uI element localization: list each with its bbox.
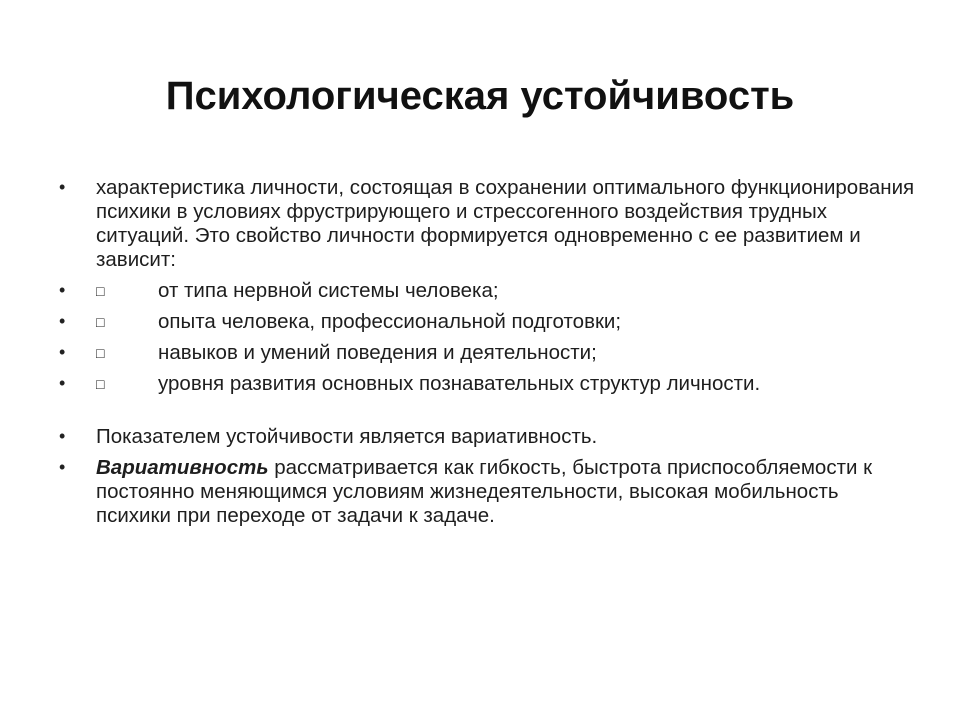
bullet-item-factor-3 (58, 341, 918, 365)
bullet-icon: • (59, 342, 66, 362)
bullet-item-factor-1 (58, 279, 918, 303)
bullet-icon: • (59, 177, 66, 197)
factor-text: от типа нервной системы человека; (158, 279, 499, 302)
slide-title: Психологическая устойчивость (165, 74, 795, 118)
slide-content (58, 176, 918, 535)
bullet-item-factor-4 (58, 372, 918, 396)
bullet-icon: • (59, 280, 66, 300)
bullet-item-variability (58, 456, 918, 528)
definition-text: характеристика личности, состоящая в сохранении оптимального функционирования психики в условиях фрустрирующего и стрессогенного воздействия трудных ситуаций. Это свойство личности формируется одновременно с ее развитием и зависит: (96, 176, 915, 271)
factor-text: навыков и умений поведения и деятельности; (158, 341, 597, 364)
checkbox-square-icon: □ (96, 314, 105, 330)
checkbox-square-icon: □ (96, 345, 105, 361)
indicator-text: Показателем устойчивости является вариативность. (96, 425, 598, 448)
bullet-icon: • (59, 457, 66, 477)
bullet-item-definition (58, 176, 918, 272)
variability-text: рассматривается как гибкость, быстрота приспособляемости к постоянно меняющимся условиям жизнедеятельности, высокая мобильность психики при переходе от задачи к задаче. (96, 456, 873, 527)
factor-text: уровня развития основных познавательных структур личности. (158, 372, 761, 395)
checkbox-square-icon: □ (96, 283, 105, 299)
factor-text: опыта человека, профессиональной подготовки; (158, 310, 622, 333)
spacer (58, 403, 918, 425)
bullet-item-indicator (58, 425, 918, 449)
bullet-item-factor-2 (58, 310, 918, 334)
bullet-icon: • (59, 426, 66, 446)
checkbox-square-icon: □ (96, 376, 105, 392)
bullet-icon: • (59, 373, 66, 393)
bullet-icon: • (59, 311, 66, 331)
variability-term: Вариативность (96, 456, 269, 479)
